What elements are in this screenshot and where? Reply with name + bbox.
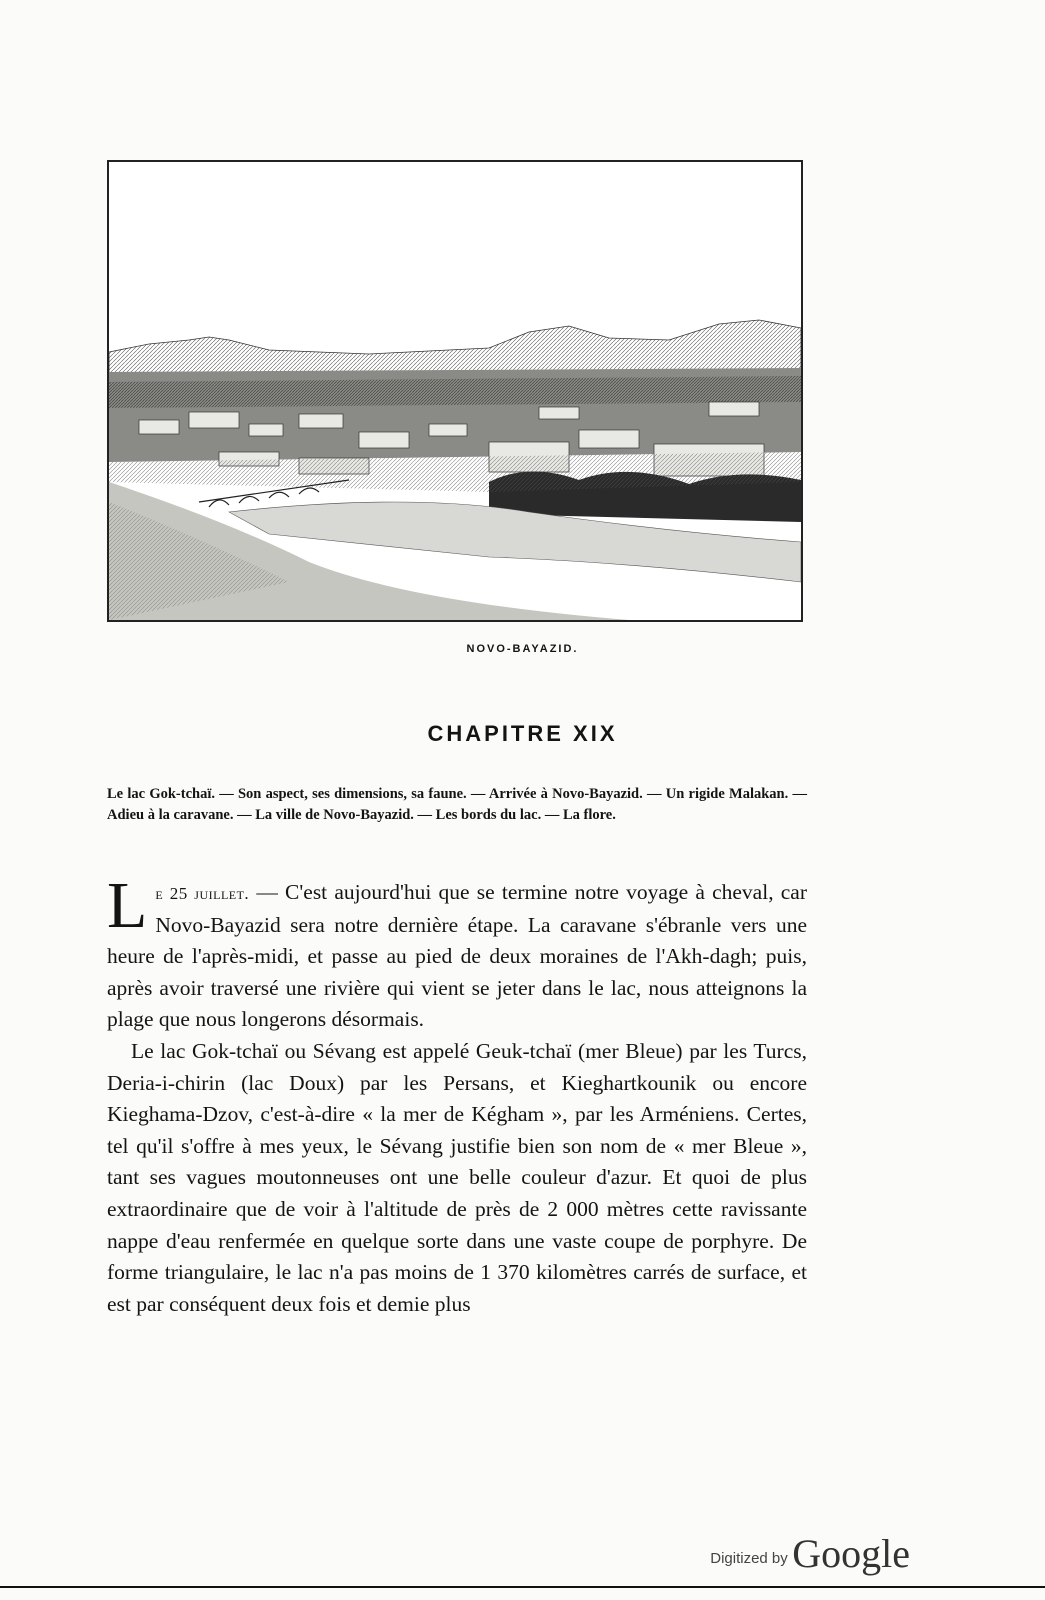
watermark-prefix: Digitized by [710, 1550, 788, 1567]
town-illustration [109, 162, 801, 620]
date-lead: e 25 juillet. [155, 884, 250, 903]
chapter-title: CHAPITRE XIX [427, 721, 618, 746]
paragraph-1-text: — C'est aujourd'hui que se termine notre voyage à cheval, car Novo-Bayazid sera notre dernière étape. La caravane s'ébranle vers une heure de l'après-midi, et passe au pied de deux moraines de l'Akh-dagh; puis, après avoir traversé une rivière qui vient se jeter dans le lac, nous atteignons la plage que nous longerons désormais. [107, 880, 808, 1032]
chapter-summary: Le lac Gok-tchaï. — Son aspect, ses dimensions, sa faune. — Arrivée à Novo-Bayazid. — Un rigide Malakan. — Adieu à la caravane. — La ville de Novo-Bayazid. — Les bords du lac. — La flore. [107, 786, 807, 823]
engraving-novo-bayazid [107, 160, 803, 622]
paragraph-1 [107, 869, 808, 1036]
paragraph-2: Le lac Gok-tchaï ou Sévang est appelé Geuk-tchaï (mer Bleue) par les Turcs, Deria-i-chirin (lac Doux) par les Persans, et Kieghartkounik ou encore Kieghama-Dzov, c'est-à-dire « la mer de Kégham », par les Arméniens. Certes, tel qu'il s'offre à mes yeux, le Sévang justifie bien son nom de « mer Bleue », tant ses vagues moutonneuses ont une belle couleur d'azur. Et quoi de plus extraordinaire que de voir à l'altitude de près de 2 000 mètres cette ravissante nappe d'eau renfermée en quelque sorte dans une vaste coupe de porphyre. De forme triangulaire, le lac n'a pas moins de 1 370 kilomètres carrés de surface, et est par conséquent deux fois et demie plus [107, 1038, 807, 1316]
page-bottom-rule [0, 1586, 1045, 1588]
drop-cap: L [107, 869, 148, 942]
figure-caption: NOVO-BAYAZID. [466, 643, 579, 655]
body-text [107, 869, 808, 1320]
digitized-watermark [710, 1530, 910, 1577]
google-logo: Google [792, 1531, 910, 1576]
